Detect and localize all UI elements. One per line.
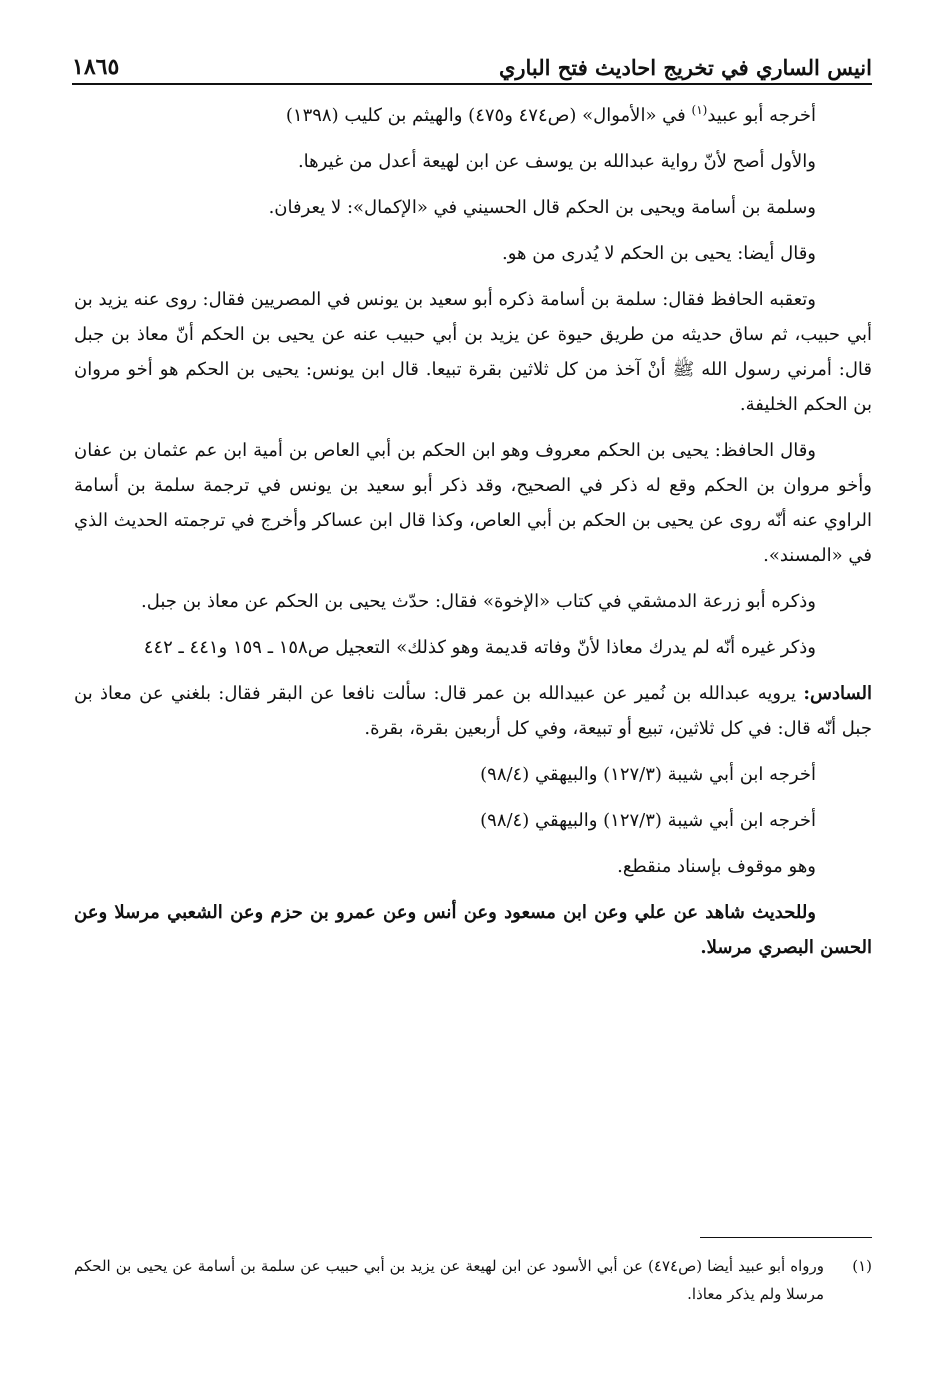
paragraph: وذكره أبو زرعة الدمشقي في كتاب «الإخوة» فقال: حدّث يحيى بن الحكم عن معاذ بن جبل. [140, 591, 816, 612]
paragraph: وذكر غيره أنّه لم يدرك معاذا لأنّ وفاته قديمة وهو كذلك» التعجيل ص١٥٨ ـ ١٥٩ و٤٤١ ـ ٤٤٢ [143, 637, 816, 658]
paragraph: أخرجه ابن أبي شيبة (١٢٧/٣) والبيهقي (٩٨/٤) [480, 764, 816, 785]
paragraph [74, 98, 872, 133]
footnote-reference: (١) [691, 103, 708, 117]
running-title: انيس الساري في تخريج احاديث فتح الباري [498, 55, 872, 80]
header-rule [72, 83, 872, 85]
page-number: ١٨٦٥ [72, 54, 120, 80]
paragraph: وقال أيضا: يحيى بن الحكم لا يُدرى من هو. [502, 243, 816, 264]
footnote-rule [700, 1237, 872, 1238]
footnote-text: ورواه أبو عبيد أيضا (ص٤٧٤) عن أبي الأسود عن ابن لهيعة عن يزيد بن أبي حبيب عن سلمة بن أسامة عن يحيى بن الحكم مرسلا ولم يذكر معاذا. [74, 1257, 824, 1303]
text-run: في «الأموال» (ص٤٧٤ و٤٧٥) والهيثم بن كليب (١٣٩٨) [285, 105, 692, 126]
text-run: يرويه عبدالله بن نُمير عن عبيدالله بن عمر قال: سألت نافعا عن البقر فقال: بلغني عن معاذ بن جبل أنّه قال: في كل ثلاثين، تبيع أو تبيعة، وفي كل أربعين بقرة، بقرة. [74, 683, 872, 739]
text-run: أخرجه أبو عبيد [707, 105, 816, 126]
paragraph: أخرجه ابن أبي شيبة (١٢٧/٣) والبيهقي (٩٨/٤) [480, 810, 816, 831]
running-header [72, 40, 872, 80]
paragraph: وهو موقوف بإسناد منقطع. [617, 856, 816, 877]
paragraph: وقال الحافظ: يحيى بن الحكم معروف وهو ابن الحكم بن أبي العاص بن أمية ابن عم عثمان بن عفان وأخو مروان بن الحكم وقع له ذكر في الصحيح، وقد ذكر أبو سعيد بن يونس في ترجمة سلمة بن أسامة الراوي عنه أنّه روى عن يحيى بن الحكم بن أبي العاص، وكذا قال ابن عساكر وأخرج في ترجمته الحديث الذي في «المسند». [74, 440, 873, 566]
paragraph: وللحديث شاهد عن علي وعن ابن مسعود وعن أنس وعن عمرو بن حزم وعن الشعبي مرسلا وعن الحسن البصري مرسلا. [74, 902, 872, 958]
paragraph: والأول أصح لأنّ رواية عبدالله بن يوسف عن ابن لهيعة أعدل من غيرها. [297, 151, 816, 172]
section-label: السادس: [803, 683, 872, 704]
main-text [74, 98, 872, 976]
paragraph: وسلمة بن أسامة ويحيى بن الحكم قال الحسيني في «الإكمال»: لا يعرفان. [268, 197, 816, 218]
paragraph [74, 676, 872, 746]
footnote [74, 1252, 872, 1308]
paragraph: وتعقبه الحافظ فقال: سلمة بن أسامة ذكره أبو سعيد بن يونس في المصريين فقال: روى عنه يزيد بن أبي حبيب، ثم ساق حديثه من طريق حيوة عن يزيد بن أبي حبيب عنه عن يحيى بن الحكم أنّ معاذ بن جبل قال: أمرني رسول الله ﷺ أنْ آخذ من كل ثلاثين بقرة تبيعا. قال ابن يونس: يحيى بن الحكم هو أخو مروان بن الحكم الخليفة. [74, 289, 872, 415]
footnote-marker: (١) [852, 1257, 872, 1275]
